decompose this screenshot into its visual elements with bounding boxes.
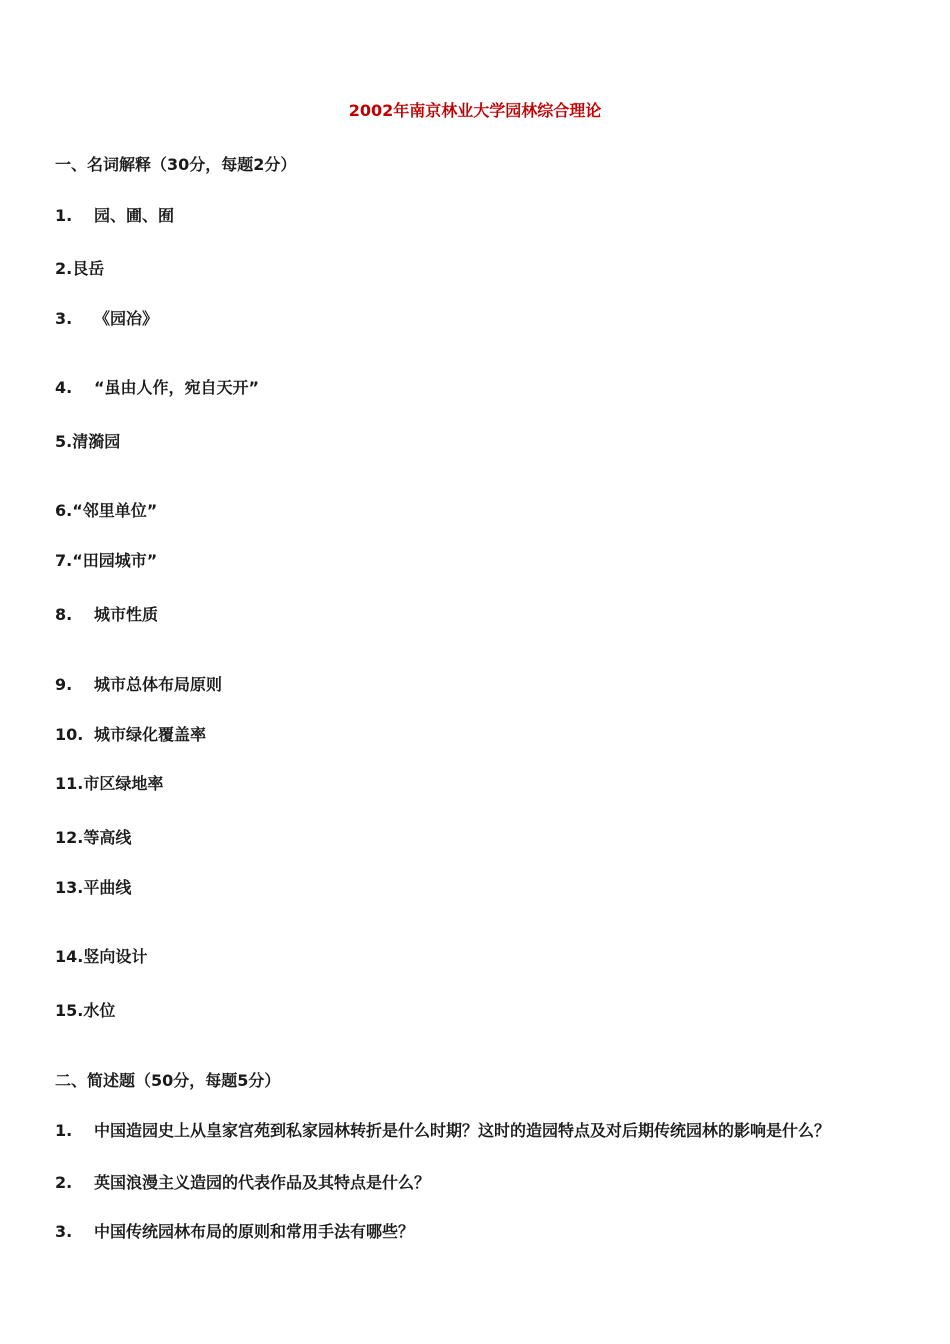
item-text: 清漪园: [72, 432, 121, 451]
item-text: 平曲线: [83, 878, 132, 897]
item-number: 1.: [55, 206, 73, 225]
item-text: 园、圃、囿: [94, 206, 175, 225]
item-text: 城市性质: [94, 605, 159, 624]
item-text: 城市总体布局原则: [94, 675, 223, 694]
list-item: [55, 429, 120, 452]
item-number: 14.: [55, 947, 84, 966]
item-text: 《园冶》: [94, 309, 159, 328]
item-number: 10.: [55, 725, 84, 744]
item-number: 2.: [55, 259, 73, 278]
item-text: 中国造园史上从皇家宫苑到私家园林转折是什么时期？这时的造园特点及对后期传统园林的影响是什么？: [94, 1121, 831, 1140]
item-number: 15.: [55, 1001, 84, 1020]
item-text: 中国传统园林布局的原则和常用手法有哪些？: [94, 1222, 415, 1241]
list-item: [55, 672, 222, 695]
item-number: 6.: [55, 501, 73, 520]
item-text: “邻里单位”: [72, 501, 158, 520]
list-item: [55, 548, 157, 571]
list-item: [55, 771, 163, 794]
item-number: 7.: [55, 551, 73, 570]
list-item: [55, 875, 131, 898]
list-item: [55, 602, 158, 625]
list-item: [55, 944, 147, 967]
item-text: 竖向设计: [83, 947, 148, 966]
list-item: [55, 256, 104, 279]
item-text: 市区绿地率: [83, 774, 164, 793]
item-number: 12.: [55, 828, 84, 847]
list-item: [55, 375, 259, 398]
item-number: 4.: [55, 378, 73, 397]
item-text: 等高线: [83, 828, 132, 847]
item-text: 艮岳: [72, 259, 105, 278]
list-item: [55, 722, 206, 745]
item-text: “虽由人作，宛自天开”: [94, 378, 260, 397]
item-text: 水位: [83, 1001, 116, 1020]
section-heading-short-answer: 二、简述题（50分，每题5分）: [55, 1071, 281, 1090]
item-number: 3.: [55, 1222, 73, 1241]
list-item: [55, 306, 158, 329]
list-item: [55, 203, 174, 226]
list-item: [55, 998, 115, 1021]
item-number: 2.: [55, 1173, 73, 1192]
item-text: 城市绿化覆盖率: [94, 725, 207, 744]
list-item: [55, 825, 131, 848]
item-text: “田园城市”: [72, 551, 158, 570]
item-number: 3.: [55, 309, 73, 328]
list-item: [55, 498, 157, 521]
item-number: 5.: [55, 432, 73, 451]
item-number: 11.: [55, 774, 84, 793]
list-item: [55, 1219, 414, 1242]
document-title: 2002年南京林业大学园林综合理论: [348, 101, 602, 120]
item-number: 1.: [55, 1121, 73, 1140]
section-heading-terms: 一、名词解释（30分，每题2分）: [55, 155, 297, 174]
list-item: [55, 1118, 830, 1141]
item-number: 9.: [55, 675, 73, 694]
item-number: 13.: [55, 878, 84, 897]
list-item: [55, 1170, 430, 1193]
item-text: 英国浪漫主义造园的代表作品及其特点是什么？: [94, 1173, 431, 1192]
item-number: 8.: [55, 605, 73, 624]
